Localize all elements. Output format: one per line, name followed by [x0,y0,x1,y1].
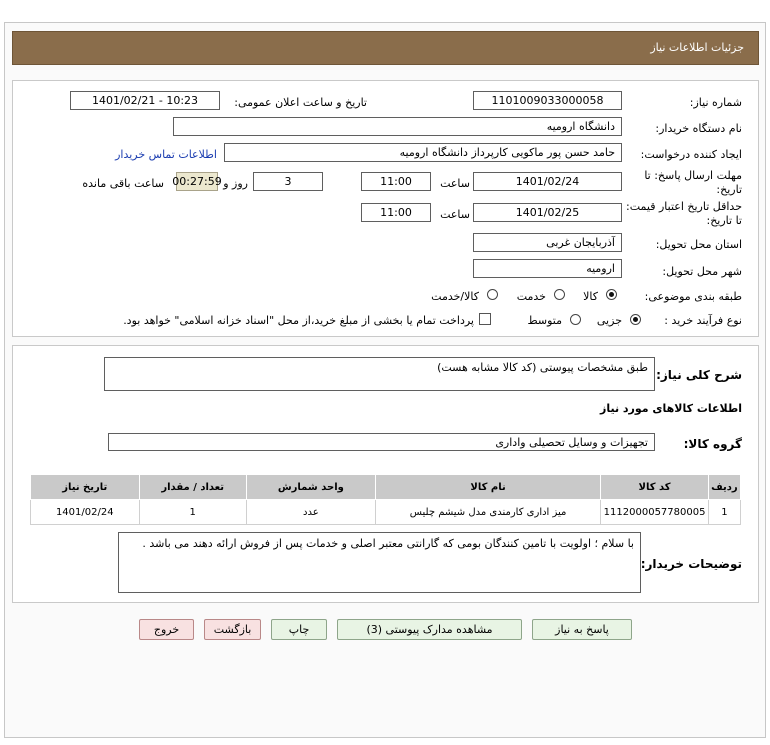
col-unit: واحد شمارش [246,475,375,500]
goods-group-field: تجهیزات و وسایل تحصیلی واداری [108,433,655,451]
col-row-number: ردیف [708,475,740,500]
col-goods-name: نام کالا [375,475,601,500]
treasury-payment-checkbox[interactable] [479,313,491,325]
purchase-type-label: نوع فرآیند خرید : [664,314,742,327]
remaining-days-field: 3 [253,172,323,191]
category-goods-service-radio[interactable] [487,289,498,300]
remaining-time-field: 00:27:59 [176,172,218,191]
table-header-row [31,475,741,500]
reply-deadline-label: مهلت ارسال پاسخ: تا تاریخ: [644,169,742,196]
validity-time-field: 11:00 [361,203,431,222]
announce-date-field: 1401/02/21 - 10:23 [70,91,220,110]
remaining-time-label: ساعت باقی مانده [82,177,164,190]
treasury-payment-note: پرداخت تمام یا بخشی از مبلغ خرید،از محل "اسناد خزانه اسلامی" خواهد بود. [123,314,474,327]
announce-date-label: تاریخ و ساعت اعلان عمومی: [234,96,367,109]
back-button[interactable]: بازگشت [204,619,261,640]
col-goods-code: کد کالا [601,475,708,500]
category-goods-radio[interactable] [606,289,617,300]
need-number-label: شماره نیاز: [689,96,742,109]
exit-button[interactable]: خروج [139,619,194,640]
cell-row-number: 1 [708,500,740,525]
purchase-minor-radio[interactable] [630,314,641,325]
cell-quantity: 1 [139,500,246,525]
purchase-medium-radio[interactable] [570,314,581,325]
price-validity-label: حداقل تاریخ اعتبار قیمت: تا تاریخ: [626,200,742,227]
cell-goods-code: 1112000057780005 [601,500,708,525]
buyer-contact-link[interactable]: اطلاعات تماس خریدار [115,148,217,161]
cell-unit: عدد [246,500,375,525]
buyer-notes-label: توضیحات خریدار: [640,557,742,571]
city-label: شهر محل تحویل: [662,265,742,278]
page-header [12,31,759,65]
category-service-radio[interactable] [554,289,565,300]
goods-info-title: اطلاعات کالاهای مورد نیاز [600,402,742,415]
buyer-notes-field: با سلام ؛ اولویت با تامین کنندگان بومی که گارانتی معتبر اصلی و خدمات پس از فروش ارائه دهند می باشد . [118,532,641,593]
province-field: آذربایجان غربی [473,233,622,252]
requester-label: ایجاد کننده درخواست: [640,148,742,161]
page-title: جزئیات اطلاعات نیاز [650,41,744,54]
reply-time-field: 11:00 [361,172,431,191]
goods-table [30,474,741,525]
category-goods-label: کالا [583,290,598,303]
validity-time-label: ساعت [440,208,470,221]
province-label: استان محل تحویل: [655,238,742,251]
col-quantity: تعداد / مقدار [139,475,246,500]
cell-need-date: 1401/02/24 [31,500,140,525]
category-goods-service-label: کالا/خدمت [431,290,479,303]
days-label: روز و [223,177,248,190]
general-desc-field: طبق مشخصات پیوستی (کد کالا مشابه هست) [104,357,655,391]
purchase-medium-label: متوسط [527,314,562,327]
validity-date-field: 1401/02/25 [473,203,622,222]
reply-date-field: 1401/02/24 [473,172,622,191]
goods-group-label: گروه کالا: [683,437,742,451]
cell-goods-name: میز اداری کارمندی مدل شیشم چلیس [375,500,601,525]
reply-time-label: ساعت [440,177,470,190]
view-attachments-button[interactable]: مشاهده مدارک پیوستی (3) [337,619,522,640]
category-label: طبقه بندی موضوعی: [644,290,742,303]
table-row [31,500,741,525]
print-button[interactable]: چاپ [271,619,327,640]
reply-to-need-button[interactable]: پاسخ به نیاز [532,619,632,640]
buyer-org-label: نام دستگاه خریدار: [655,122,742,135]
col-need-date: تاریخ نیاز [31,475,140,500]
purchase-minor-label: جزیی [596,314,622,327]
need-number-field: 1101009033000058 [473,91,622,110]
requester-field: حامد حسن پور ماکویی کارپرداز دانشگاه ارومیه [224,143,622,162]
general-desc-label: شرح کلی نیاز: [656,368,742,382]
category-service-label: خدمت [516,290,546,303]
city-field: ارومیه [473,259,622,278]
buyer-org-field: دانشگاه ارومیه [173,117,622,136]
